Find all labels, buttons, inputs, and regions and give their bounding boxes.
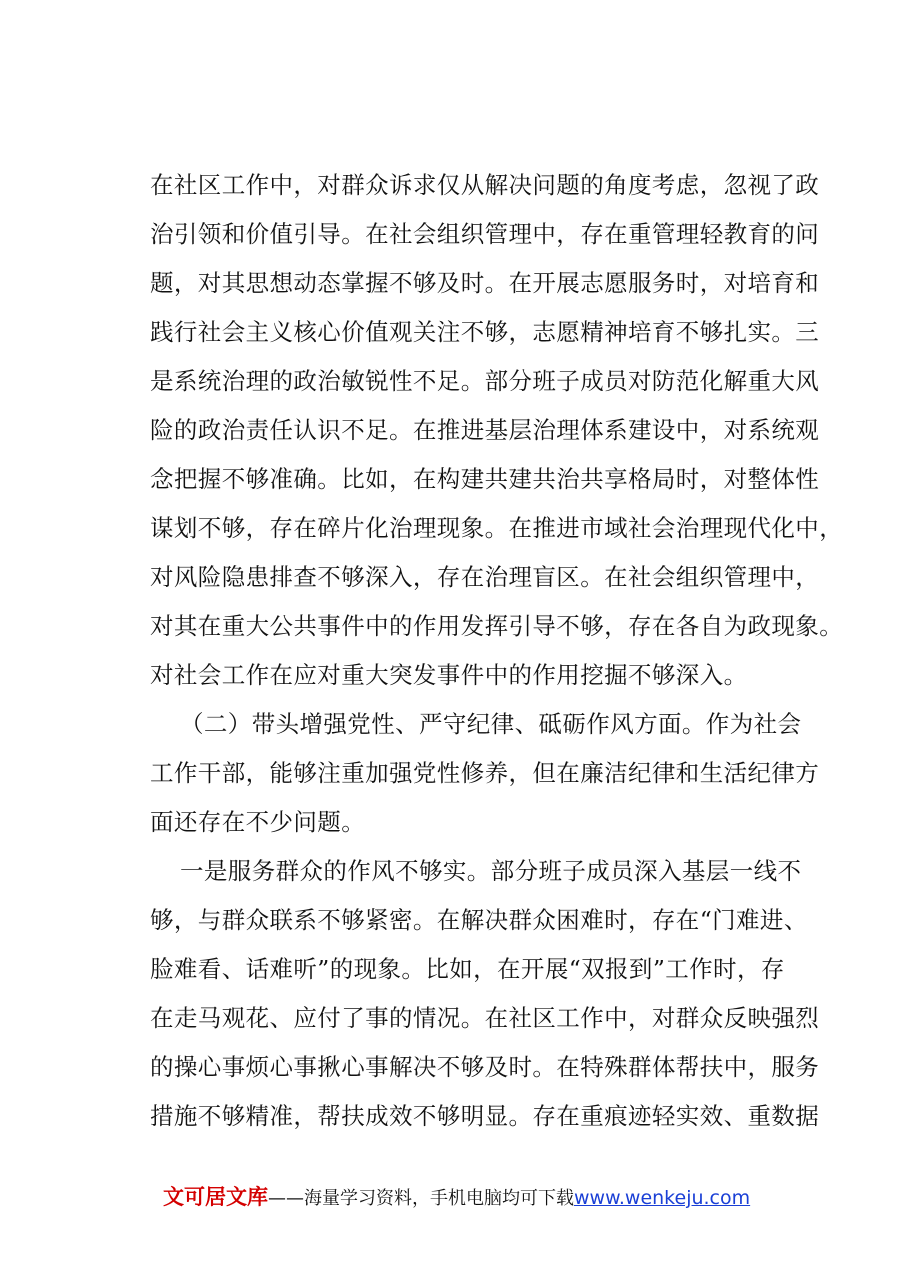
text-line-16: 够，与群众联系不够紧密。在解决群众困难时，存在“门难进、 (150, 906, 808, 934)
text-line-13: 工作干部，能够注重加强党性修养，但在廉洁纪律和生活纪律方 (150, 759, 820, 787)
footer-banner (163, 1182, 750, 1212)
footer-brand: 文可居文库 (163, 1185, 268, 1209)
text-line-2: 治引领和价值引导。在社会组织管理中，存在重管理轻教育的问 (150, 220, 820, 248)
text-line-5: 是系统治理的政治敏锐性不足。部分班子成员对防范化解重大风 (150, 367, 820, 395)
text-line-9: 对风险隐患排查不够深入，存在治理盲区。在社会组织管理中， (150, 563, 820, 591)
text-line-20: 措施不够精准，帮扶成效不够明显。存在重痕迹轻实效、重数据 (150, 1102, 820, 1130)
text-line-3: 题，对其思想动态掌握不够及时。在开展志愿服务时，对培育和 (150, 269, 820, 297)
text-line-10: 对其在重大公共事件中的作用发挥引导不够，存在各自为政现象。 (150, 612, 844, 640)
text-line-18: 在走马观花、应付了事的情况。在社区工作中，对群众反映强烈 (150, 1004, 820, 1032)
text-line-6: 险的政治责任认识不足。在推进基层治理体系建设中，对系统观 (150, 416, 820, 444)
footer-link[interactable]: www.wenkeju.com (574, 1187, 751, 1209)
text-line-14: 面还存在不少问题。 (150, 808, 366, 836)
text-line-4: 践行社会主义核心价值观关注不够，志愿精神培育不够扎实。三 (150, 318, 820, 346)
footer-slogan: 海量学习资料，手机电脑均可下载 (304, 1188, 574, 1209)
document-body (150, 161, 844, 1141)
paragraph-start-line: 一是服务群众的作风不够实。部分班子成员深入基层一线不 (180, 857, 802, 885)
section-heading-line: （二）带头增强党性、严守纪律、砥砺作风方面。作为社会 (180, 710, 802, 738)
text-line-1: 在社区工作中，对群众诉求仅从解决问题的角度考虑，忽视了政 (150, 171, 820, 199)
text-line-19: 的操心事烦心事揪心事解决不够及时。在特殊群体帮扶中，服务 (150, 1053, 820, 1081)
text-line-11: 对社会工作在应对重大突发事件中的作用挖掘不够深入。 (150, 661, 748, 689)
text-line-7: 念把握不够准确。比如，在构建共建共治共享格局时，对整体性 (150, 465, 820, 493)
footer-dash: —— (268, 1188, 304, 1209)
text-line-8: 谋划不够，存在碎片化治理现象。在推进市域社会治理现代化中， (150, 514, 844, 542)
text-line-17: 脸难看、话难听”的现象。比如，在开展“双报到”工作时，存 (150, 955, 785, 983)
